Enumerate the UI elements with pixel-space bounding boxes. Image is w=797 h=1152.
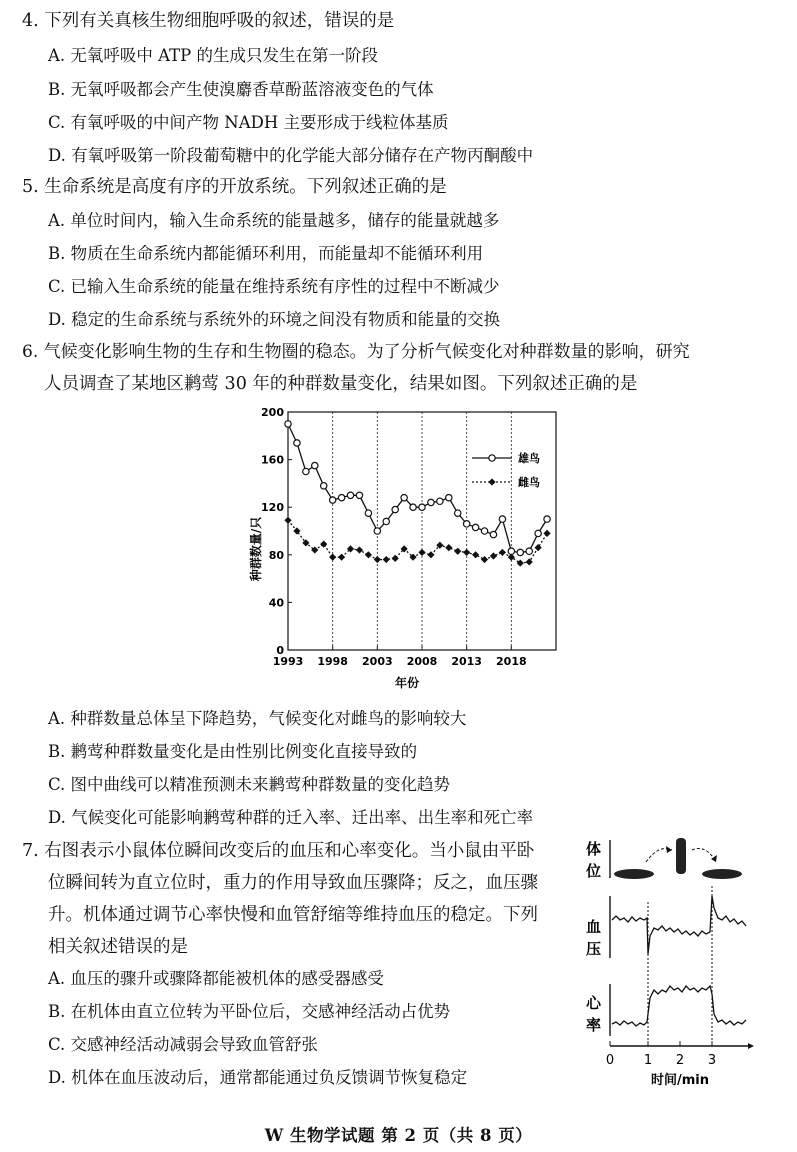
q4-option-c: C. 有氧呼吸的中间产物 NADH 主要形成于线粒体基质 <box>48 113 449 132</box>
chart-point-female <box>383 556 390 563</box>
chart-x-tick-label: 2008 <box>406 655 438 668</box>
figure-label-hr-2: 率 <box>586 1016 602 1034</box>
chart-point-male <box>419 504 425 510</box>
chart-y-tick-label: 120 <box>261 501 284 515</box>
chart-y-tick-label: 80 <box>268 548 284 562</box>
mouse-lying-icon-2 <box>702 869 742 879</box>
arrow-head-1 <box>666 846 672 853</box>
chart-point-male <box>535 530 541 536</box>
chart-point-female <box>481 556 488 563</box>
chart-point-female <box>329 554 336 561</box>
q7-stem-line2: 位瞬间转为直立位时，重力的作用导致血压骤降；反之，血压骤 <box>48 873 538 893</box>
q6-option-c: C. 图中曲线可以精准预测未来鹣莺种群数量的变化趋势 <box>48 775 451 794</box>
chart-point-male <box>499 516 505 522</box>
chart-point-female <box>517 560 524 567</box>
chart-point-male <box>455 510 461 516</box>
q6-option-a: A. 种群数量总体呈下降趋势，气候变化对雌鸟的影响较大 <box>48 709 467 728</box>
chart-point-female <box>418 549 425 556</box>
chart-point-male <box>392 506 398 512</box>
chart-point-male <box>463 521 469 527</box>
chart-point-female <box>543 530 550 537</box>
chart-x-tick-label: 2013 <box>451 655 482 668</box>
chart-point-female <box>356 546 363 553</box>
chart-point-female <box>508 554 515 561</box>
q6-stem-line1: 6. 气候变化影响生物的生存和生物圈的稳态。为了分析气候变化对种群数量的影响，研究 <box>22 342 690 362</box>
mouse-lying-icon <box>614 869 654 879</box>
chart-point-male <box>526 548 532 554</box>
q5-option-a: A. 单位时间内，输入生命系统的能量越多，储存的能量就越多 <box>48 211 500 230</box>
time-tick-label-1: 1 <box>643 1053 653 1068</box>
chart-x-tick-label: 2003 <box>362 655 393 668</box>
q7-stem-line3: 升。机体通过调节心率快慢和血管舒缩等维持血压的稳定。下列 <box>48 905 538 925</box>
chart-point-female <box>427 551 434 558</box>
chart-legend-marker-0 <box>489 455 495 461</box>
chart-point-female <box>392 555 399 562</box>
q4-stem: 4. 下列有关真核生物细胞呼吸的叙述，错误的是 <box>22 11 395 31</box>
q7-option-a: A. 血压的骤升或骤降都能被机体的感受器感受 <box>48 969 384 988</box>
chart-point-male <box>428 499 434 505</box>
chart-point-male <box>401 494 407 500</box>
time-axis-arrow <box>748 1043 754 1049</box>
chart-point-female <box>526 558 533 565</box>
q6-option-b: B. 鹣莺种群数量变化是由性别比例变化直接导致的 <box>48 742 418 761</box>
q4-option-d: D. 有氧呼吸第一阶段葡萄糖中的化学能大部分储存在产物丙酮酸中 <box>48 146 534 165</box>
chart-point-male <box>303 468 309 474</box>
posture-bp-hr-figure <box>584 832 764 1094</box>
chart-x-tick-label: 1998 <box>317 655 348 668</box>
chart-point-male <box>446 494 452 500</box>
chart-point-male <box>365 510 371 516</box>
q6-stem-line2: 人员调查了某地区鹣莺 30 年的种群数量变化，结果如图。下列叙述正确的是 <box>44 374 638 394</box>
chart-x-axis-label: 年份 <box>394 676 420 690</box>
time-axis-label: 时间/min <box>650 1073 710 1088</box>
chart-y-tick-label: 160 <box>261 453 284 467</box>
chart-point-male <box>544 516 550 522</box>
chart-point-female <box>499 549 506 556</box>
chart-point-male <box>338 494 344 500</box>
population-chart <box>240 404 570 694</box>
figure-label-posture-1: 体 <box>586 840 602 858</box>
time-tick-label-0: 0 <box>605 1053 615 1068</box>
q7-stem-line1: 7. 右图表示小鼠体位瞬间改变后的血压和心率变化。当小鼠由平卧 <box>22 841 535 861</box>
chart-point-male <box>329 497 335 503</box>
chart-point-female <box>320 540 327 547</box>
chart-y-tick-label: 40 <box>268 596 284 610</box>
chart-legend-label-1: 雌鸟 <box>518 476 540 489</box>
q7-stem-line4: 相关叙述错误的是 <box>48 937 188 957</box>
bp-trace <box>612 896 746 954</box>
figure-label-bp-2: 压 <box>586 940 602 958</box>
chart-series-line-0 <box>288 424 547 553</box>
mouse-upright-icon <box>676 838 686 874</box>
page-footer: W 生物学试题 第 2 页（共 8 页） <box>264 1126 533 1145</box>
chart-y-axis-label: 种群数量/只 <box>249 516 263 582</box>
chart-point-female <box>374 556 381 563</box>
chart-y-tick-label: 0 <box>276 644 284 657</box>
chart-point-male <box>312 462 318 468</box>
chart-point-male <box>294 440 300 446</box>
q7-option-b: B. 在机体由直立位转为平卧位后，交感神经活动占优势 <box>48 1002 451 1021</box>
chart-point-female <box>338 554 345 561</box>
arrow-to-lying <box>692 849 716 863</box>
hr-trace <box>612 986 746 1026</box>
chart-x-tick-label: 1993 <box>272 655 304 668</box>
q4-option-b: B. 无氧呼吸都会产生使溴麝香草酚蓝溶液变色的气体 <box>48 80 434 99</box>
figure-label-posture-2: 位 <box>586 862 602 880</box>
chart-point-male <box>472 524 478 530</box>
chart-legend-label-0: 雄鸟 <box>518 452 540 465</box>
q7-option-c: C. 交感神经活动减弱会导致血管舒张 <box>48 1035 319 1054</box>
chart-point-female <box>463 549 470 556</box>
chart-point-female <box>445 544 452 551</box>
chart-point-female <box>472 551 479 558</box>
chart-point-female <box>284 517 291 524</box>
q5-stem: 5. 生命系统是高度有序的开放系统。下列叙述正确的是 <box>22 177 447 197</box>
chart-point-male <box>347 492 353 498</box>
chart-point-female <box>454 548 461 555</box>
time-tick-label-3: 3 <box>707 1053 717 1068</box>
figure-label-hr-1: 心 <box>586 994 602 1012</box>
chart-legend-marker-1 <box>488 478 495 485</box>
chart-point-female <box>535 544 542 551</box>
chart-point-male <box>321 483 327 489</box>
q5-option-c: C. 已输入生命系统的能量在维持系统有序性的过程中不断减少 <box>48 277 500 296</box>
figure-label-bp-1: 血 <box>586 918 602 936</box>
chart-point-male <box>356 492 362 498</box>
q5-option-d: D. 稳定的生命系统与系统外的环境之间没有物质和能量的交换 <box>48 310 501 329</box>
chart-point-male <box>383 518 389 524</box>
chart-point-female <box>490 552 497 559</box>
chart-point-female <box>365 551 372 558</box>
q4-option-a: A. 无氧呼吸中 ATP 的生成只发生在第一阶段 <box>48 46 379 65</box>
chart-y-tick-label: 200 <box>261 406 284 419</box>
chart-point-male <box>437 498 443 504</box>
chart-point-male <box>517 549 523 555</box>
time-tick-label-2: 2 <box>675 1053 685 1068</box>
chart-point-male <box>481 528 487 534</box>
chart-point-male <box>508 548 514 554</box>
chart-point-male <box>490 531 496 537</box>
chart-point-male <box>374 528 380 534</box>
chart-x-tick-label: 2018 <box>496 655 527 668</box>
q5-option-b: B. 物质在生命系统内都能循环利用，而能量却不能循环利用 <box>48 244 484 263</box>
chart-point-male <box>410 504 416 510</box>
chart-point-male <box>285 421 291 427</box>
q7-option-d: D. 机体在血压波动后，通常都能通过负反馈调节恢复稳定 <box>48 1068 468 1087</box>
chart-frame <box>288 412 556 650</box>
q6-option-d: D. 气候变化可能影响鹣莺种群的迁入率、迁出率、出生率和死亡率 <box>48 808 534 827</box>
